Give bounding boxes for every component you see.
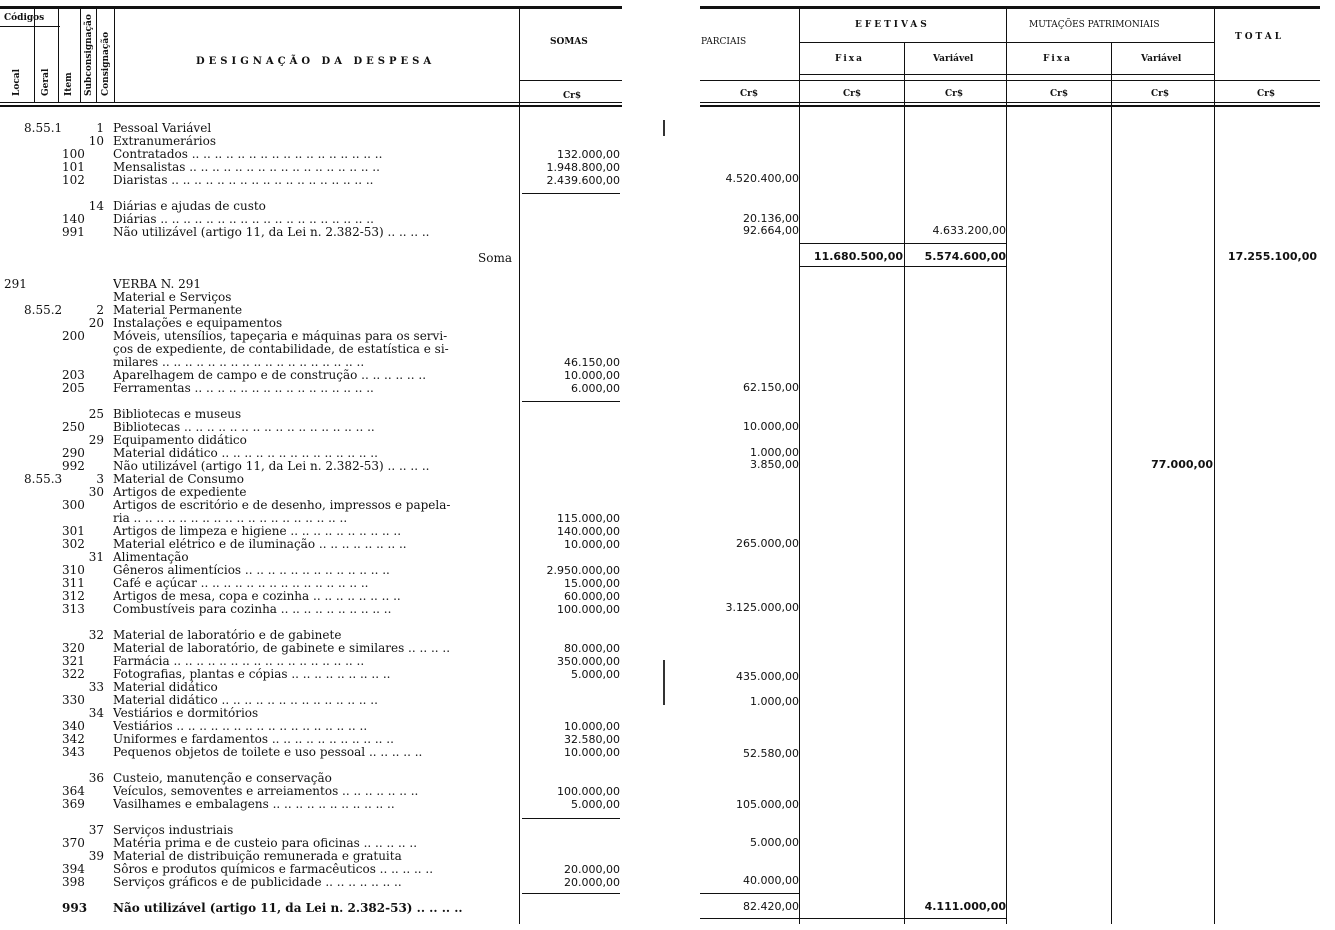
row-description: Material elétrico e de iluminação .. .. .. .. .. .. .. .. (113, 538, 407, 551)
row-soma-value: 100.000,00 (557, 785, 620, 798)
row-description: Material e Serviços (113, 291, 232, 304)
row-item-code: 312 (62, 589, 85, 603)
row-soma-value: 100.000,00 (557, 603, 620, 616)
row-geral-code: 37 (88, 823, 104, 837)
row-soma-value: 1.948.800,00 (546, 161, 620, 174)
parcial-value: 1.000,00 (750, 695, 799, 708)
row-description: Ferramentas .. .. .. .. .. .. .. .. .. .. .. .. .. .. .. .. (113, 382, 374, 395)
row-description: Pequenos objetos de toilete e uso pessoal .. .. .. .. .. (113, 746, 423, 759)
cr-mut-fixa: Cr$ (1050, 89, 1069, 99)
row-description: Bibliotecas e museus (113, 408, 242, 421)
row-description: Não utilizável (artigo 11, da Lei n. 2.382-53) .. .. .. .. (113, 902, 463, 915)
row-item-code: 101 (62, 160, 85, 174)
parcial-value: 105.000,00 (736, 798, 799, 811)
parcial-value: 3.125.000,00 (725, 601, 799, 614)
col-sep-2 (58, 9, 59, 103)
sum-rule (800, 243, 1006, 244)
col-sep-4 (96, 9, 97, 103)
variavel-value: 4.633.200,00 (932, 224, 1006, 237)
efetivas-header: EFETIVAS (855, 20, 930, 30)
consignacao-header: Consignação (101, 31, 111, 96)
fold-mark (663, 660, 665, 705)
fold-mark (663, 120, 665, 136)
variavel-sum-value: 5.574.600,00 (924, 250, 1006, 263)
row-soma-value: 60.000,00 (564, 590, 620, 603)
header-rule-1 (0, 102, 622, 103)
left-page (0, 0, 625, 930)
parcial-value: 52.580,00 (743, 747, 799, 760)
row-geral-code: 30 (88, 485, 104, 499)
row-geral-code: 34 (88, 706, 104, 720)
top-rule (700, 6, 1320, 9)
row-soma-value: 15.000,00 (564, 577, 620, 590)
fixa-mut-header: Fixa (1043, 54, 1073, 64)
row-item-code: 250 (62, 420, 85, 434)
somas-rule (520, 80, 622, 81)
row-item-code: 398 (62, 875, 85, 889)
row-local-code: 8.55.1 (24, 121, 63, 135)
somas-sum-rule (522, 818, 620, 819)
col-sep-a (799, 9, 800, 924)
row-geral-code: 2 (96, 303, 104, 317)
row-description: Vestiários e dormitórios (113, 707, 259, 720)
item-header: Item (64, 72, 74, 96)
row-description: Material de laboratório e de gabinete (113, 629, 342, 642)
row-soma-value: 140.000,00 (557, 525, 620, 538)
parcial-value: 62.150,00 (743, 381, 799, 394)
row-description: Alimentação (113, 551, 189, 564)
row-item-code: 330 (62, 693, 85, 707)
codigos-header: Códigos (4, 13, 45, 23)
row-item-code: 322 (62, 667, 85, 681)
row-soma-value: 10.000,00 (564, 369, 620, 382)
col-sep-d (1111, 42, 1112, 924)
row-description: Vasilhames e embalagens .. .. .. .. .. .. .. .. .. .. .. (113, 798, 395, 811)
row-description: Móveis, utensílios, tapeçaria e máquinas para os servi- (113, 330, 448, 343)
row-soma-value: 132.000,00 (557, 148, 620, 161)
row-geral-code: 14 (88, 199, 104, 213)
row-soma-value: 350.000,00 (557, 655, 620, 668)
row-local-code: 291 (4, 277, 27, 291)
row-local-code: 8.55.2 (24, 303, 63, 317)
row-geral-code: 39 (88, 849, 104, 863)
codigos-rule (0, 26, 60, 27)
row-item-code: 342 (62, 732, 85, 746)
row-item-code: 394 (62, 862, 85, 876)
somas-header: SOMAS (550, 37, 588, 47)
parcial-value: 3.850,00 (750, 458, 799, 471)
fixa-sum-value: 11.680.500,00 (813, 250, 903, 263)
row-item-code: 370 (62, 836, 85, 850)
parcial-value: 4.520.400,00 (725, 172, 799, 185)
row-item-code: 340 (62, 719, 85, 733)
parcial-value: 265.000,00 (736, 537, 799, 550)
row-soma-value: 10.000,00 (564, 720, 620, 733)
row-item-code: 320 (62, 641, 85, 655)
row-item-code: 140 (62, 212, 85, 226)
parciais-header: PARCIAIS (701, 37, 747, 47)
cr-parciais: Cr$ (740, 89, 759, 99)
row-description: Artigos de escritório e de desenho, impressos e papela- (113, 499, 451, 512)
row-soma-value: 2.439.600,00 (546, 174, 620, 187)
row-description: Uniformes e fardamentos .. .. .. .. .. .. .. .. .. .. .. (113, 733, 394, 746)
row-description: Contratados .. .. .. .. .. .. .. .. .. .. .. .. .. .. .. .. .. (113, 148, 383, 161)
row-soma-value: 6.000,00 (571, 382, 620, 395)
parcial-value: 5.000,00 (750, 836, 799, 849)
cr-fixa: Cr$ (843, 89, 862, 99)
row-description: Serviços industriais (113, 824, 234, 837)
row-description: Instalações e equipamentos (113, 317, 283, 330)
row-geral-code: 10 (88, 134, 104, 148)
mutacoes-header: MUTAÇÕES PATRIMONIAIS (1029, 20, 1160, 30)
cr-rule (700, 80, 1320, 81)
row-geral-code: 25 (88, 407, 104, 421)
somas-sum-rule (522, 401, 620, 402)
row-description: Diárias e ajudas de custo (113, 200, 266, 213)
row-description: ços de expediente, de contabilidade, de estatística e si- (113, 343, 449, 356)
row-geral-code: 32 (88, 628, 104, 642)
row-soma-value: 10.000,00 (564, 538, 620, 551)
row-description: Matéria prima e de custeio para oficinas .. .. .. .. .. (113, 837, 418, 850)
variavel-header: Variável (933, 54, 974, 64)
row-item-code: 205 (62, 381, 85, 395)
row-description: Equipamento didático (113, 434, 247, 447)
header-rule-1 (700, 102, 1320, 103)
row-item-code: 310 (62, 563, 85, 577)
row-description: Artigos de expediente (113, 486, 247, 499)
row-description: Não utilizável (artigo 11, da Lei n. 2.382-53) .. .. .. .. (113, 460, 430, 473)
designacao-header: DESIGNAÇÃO DA DESPESA (196, 56, 436, 67)
row-item-code: 301 (62, 524, 85, 538)
geral-header: Geral (41, 68, 51, 96)
row-description: Gêneros alimentícios .. .. .. .. .. .. .. .. .. .. .. .. .. (113, 564, 390, 577)
variavel-mut-header: Variável (1141, 54, 1182, 64)
row-description: Material Permanente (113, 304, 243, 317)
row-description: Combustíveis para cozinha .. .. .. .. .. .. .. .. .. .. (113, 603, 392, 616)
row-item-code: 313 (62, 602, 85, 616)
row-description: Veículos, semoventes e arreiamentos .. .. .. .. .. .. .. (113, 785, 419, 798)
row-item-code: 343 (62, 745, 85, 759)
total-header: TOTAL (1235, 32, 1285, 42)
row-item-code: 200 (62, 329, 85, 343)
row-description: Material de Consumo (113, 473, 244, 486)
row-soma-value: 80.000,00 (564, 642, 620, 655)
row-soma-value: 20.000,00 (564, 876, 620, 889)
row-soma-value: 2.950.000,00 (546, 564, 620, 577)
cr-mut-variavel: Cr$ (1151, 89, 1170, 99)
variavel-value: 4.111.000,00 (924, 900, 1006, 913)
row-item-code: 321 (62, 654, 85, 668)
bottom-rule (700, 918, 1006, 919)
row-description: Café e açúcar .. .. .. .. .. .. .. .. .. .. .. .. .. .. .. (113, 577, 369, 590)
row-description: Bibliotecas .. .. .. .. .. .. .. .. .. .. .. .. .. .. .. .. .. (113, 421, 375, 434)
parcial-value: 82.420,00 (743, 900, 799, 913)
row-geral-code: 31 (88, 550, 104, 564)
row-description: Material didático (113, 681, 218, 694)
somas-sum-rule (522, 193, 620, 194)
fixa-header: Fixa (835, 54, 865, 64)
row-description: ria .. .. .. .. .. .. .. .. .. .. .. .. .. .. .. .. .. .. .. (113, 512, 348, 525)
parcial-value: 40.000,00 (743, 874, 799, 887)
somas-currency: Cr$ (563, 91, 582, 101)
parcial-value: 10.000,00 (743, 420, 799, 433)
col-sep-b (904, 42, 905, 924)
header-rule-2 (700, 105, 1320, 107)
row-description: Material de distribuição remunerada e gratuita (113, 850, 402, 863)
mut-variavel-value: 77.000,00 (1151, 458, 1213, 471)
parcial-value: 20.136,00 (743, 212, 799, 225)
parcial-value: 435.000,00 (736, 670, 799, 683)
row-soma-value: 20.000,00 (564, 863, 620, 876)
row-description: Material de laboratório, de gabinete e similares .. .. .. .. (113, 642, 451, 655)
row-description: Extranumerários (113, 135, 217, 148)
cr-total: Cr$ (1257, 89, 1276, 99)
row-description: Material didático .. .. .. .. .. .. .. .. .. .. .. .. .. .. (113, 694, 378, 707)
sub-rule (800, 74, 1215, 75)
row-item-code: 993 (62, 901, 88, 915)
right-page (695, 0, 1335, 930)
col-sep-5 (114, 9, 115, 103)
parcial-value: 1.000,00 (750, 446, 799, 459)
parcial-value: 92.664,00 (743, 224, 799, 237)
row-item-code: 102 (62, 173, 85, 187)
row-item-code: 302 (62, 537, 85, 551)
row-item-code: 369 (62, 797, 85, 811)
row-soma-value: 32.580,00 (564, 733, 620, 746)
sum-rule (700, 893, 800, 894)
row-item-code: 311 (62, 576, 85, 590)
row-soma-value: 10.000,00 (564, 746, 620, 759)
row-description: Fotografias, plantas e cópias .. .. .. .. .. .. .. .. .. (113, 668, 391, 681)
row-description: Diárias .. .. .. .. .. .. .. .. .. .. .. .. .. .. .. .. .. .. .. (113, 213, 374, 226)
row-description: Pessoal Variável (113, 122, 212, 135)
row-soma-value: 115.000,00 (557, 512, 620, 525)
sum-rule (800, 266, 1006, 267)
row-item-code: 290 (62, 446, 85, 460)
row-soma-value: 46.150,00 (564, 356, 620, 369)
col-sep-3 (80, 9, 81, 103)
row-local-code: 8.55.3 (24, 472, 63, 486)
row-description: VERBA N. 291 (113, 278, 202, 291)
col-sep-1 (34, 9, 35, 103)
row-description: Artigos de mesa, copa e cozinha .. .. .. .. .. .. .. .. (113, 590, 401, 603)
row-geral-code: 36 (88, 771, 104, 785)
group-rule (800, 42, 1215, 43)
row-soma-value: 5.000,00 (571, 668, 620, 681)
row-description: Vestiários .. .. .. .. .. .. .. .. .. .. .. .. .. .. .. .. .. (113, 720, 368, 733)
total-value: 17.255.100,00 (1227, 250, 1317, 263)
row-geral-code: 29 (88, 433, 104, 447)
row-description: milares .. .. .. .. .. .. .. .. .. .. .. .. .. .. .. .. .. .. (113, 356, 365, 369)
header-rule-2 (0, 105, 622, 107)
row-description: Diaristas .. .. .. .. .. .. .. .. .. .. .. .. .. .. .. .. .. .. (113, 174, 374, 187)
row-geral-code: 20 (88, 316, 104, 330)
row-item-code: 203 (62, 368, 85, 382)
col-sep-c (1006, 9, 1007, 924)
subconsignacao-header: Subconsignação (84, 14, 94, 96)
row-description: Material didático .. .. .. .. .. .. .. .. .. .. .. .. .. .. (113, 447, 378, 460)
row-geral-code: 33 (88, 680, 104, 694)
row-geral-code: 3 (96, 472, 104, 486)
somas-sum-rule (522, 893, 620, 894)
row-item-code: 300 (62, 498, 85, 512)
row-geral-code: 1 (96, 121, 104, 135)
row-description: Aparelhagem de campo e de construção .. .. .. .. .. .. (113, 369, 427, 382)
row-item-code: 992 (62, 459, 85, 473)
row-item-code: 364 (62, 784, 85, 798)
row-soma-label: Soma (478, 251, 512, 265)
row-description: Artigos de limpeza e higiene .. .. .. .. .. .. .. .. .. .. (113, 525, 402, 538)
row-description: Serviços gráficos e de publicidade .. .. .. .. .. .. .. (113, 876, 402, 889)
top-rule (0, 6, 622, 9)
row-description: Sôros e produtos químicos e farmacêuticos .. .. .. .. .. (113, 863, 434, 876)
row-description: Custeio, manutenção e conservação (113, 772, 332, 785)
cr-variavel: Cr$ (945, 89, 964, 99)
col-sep-e (1214, 9, 1215, 924)
row-soma-value: 5.000,00 (571, 798, 620, 811)
row-item-code: 991 (62, 225, 85, 239)
row-description: Não utilizável (artigo 11, da Lei n. 2.382-53) .. .. .. .. (113, 226, 430, 239)
row-item-code: 100 (62, 147, 85, 161)
row-description: Farmácia .. .. .. .. .. .. .. .. .. .. .. .. .. .. .. .. .. (113, 655, 365, 668)
local-header: Local (12, 68, 22, 96)
row-description: Mensalistas .. .. .. .. .. .. .. .. .. .. .. .. .. .. .. .. .. (113, 161, 380, 174)
